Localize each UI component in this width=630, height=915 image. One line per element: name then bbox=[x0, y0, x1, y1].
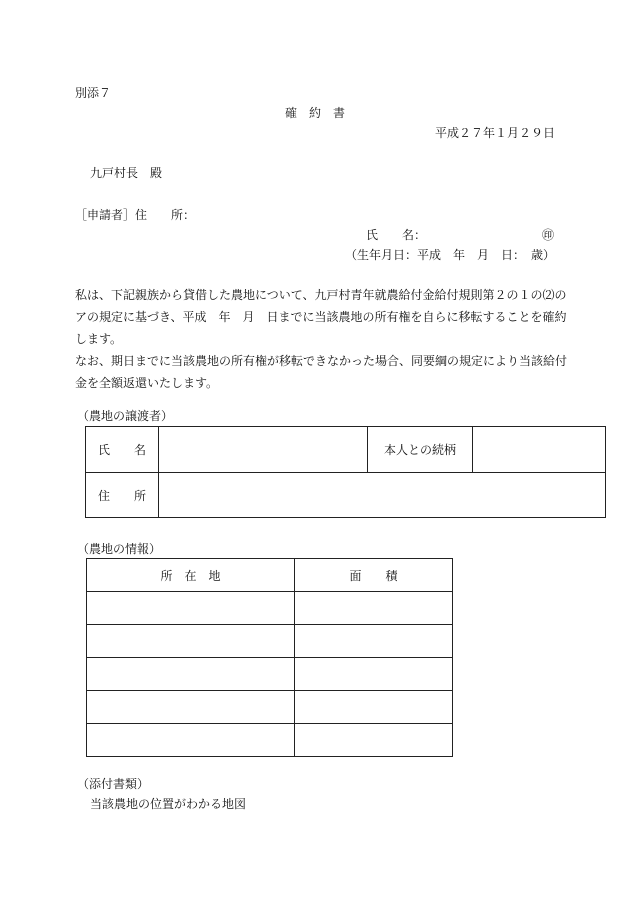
land-location-header: 所 在 地 bbox=[87, 559, 295, 592]
land-area-cell bbox=[295, 592, 453, 625]
attachment-item: 当該農地の位置がわかる地図 bbox=[90, 797, 247, 811]
applicant-name-label: 氏 名： bbox=[366, 228, 427, 242]
land-location-cell bbox=[87, 691, 295, 724]
body-paragraph-2: なお、期日までに当該農地の所有権が移転できなかった場合、同要綱の規定により当該給付金を全額返還いたします。 bbox=[75, 354, 568, 390]
applicant-birth-label: （生年月日：平成 年 月 日： 歳） bbox=[344, 248, 555, 262]
land-location-cell bbox=[87, 625, 295, 658]
seal-mark: ㊞ bbox=[542, 228, 555, 242]
transferor-section-title: （農地の譲渡者） bbox=[77, 409, 174, 423]
land-location-cell bbox=[87, 658, 295, 691]
addressee: 九戸村長 殿 bbox=[90, 166, 163, 180]
transferor-address-label: 住 所 bbox=[86, 473, 159, 518]
attachments-section-title: （添付書類） bbox=[77, 777, 150, 791]
land-area-cell bbox=[295, 625, 453, 658]
applicant-address-label: ［申請者］住 所： bbox=[75, 208, 196, 222]
land-location-cell bbox=[87, 724, 295, 757]
attachment-number: 別添７ bbox=[75, 86, 112, 100]
transferor-address-cell bbox=[159, 473, 606, 518]
transferor-name-label: 氏 名 bbox=[86, 427, 159, 473]
document-date: 平成２７年１月２９日 bbox=[434, 126, 555, 140]
transferor-name-cell bbox=[159, 427, 368, 473]
transferor-relation-cell bbox=[473, 427, 606, 473]
land-area-cell bbox=[295, 691, 453, 724]
land-table bbox=[86, 558, 453, 757]
land-location-cell bbox=[87, 592, 295, 625]
land-area-cell bbox=[295, 658, 453, 691]
transferor-relation-label: 本人との続柄 bbox=[368, 427, 473, 473]
document-title: 確 約 書 bbox=[284, 106, 345, 120]
land-area-cell bbox=[295, 724, 453, 757]
body-paragraph-1: 私は、下記親族から貸借した農地について、九戸村青年就農給付金給付規則第２の１の⑵のアの規定に基づき、平成 年 月 日までに当該農地の所有権を自らに移転することを確約します。 bbox=[75, 288, 567, 346]
land-area-header: 面 積 bbox=[295, 559, 453, 592]
land-section-title: （農地の情報） bbox=[77, 542, 162, 556]
transferor-table bbox=[85, 426, 606, 518]
